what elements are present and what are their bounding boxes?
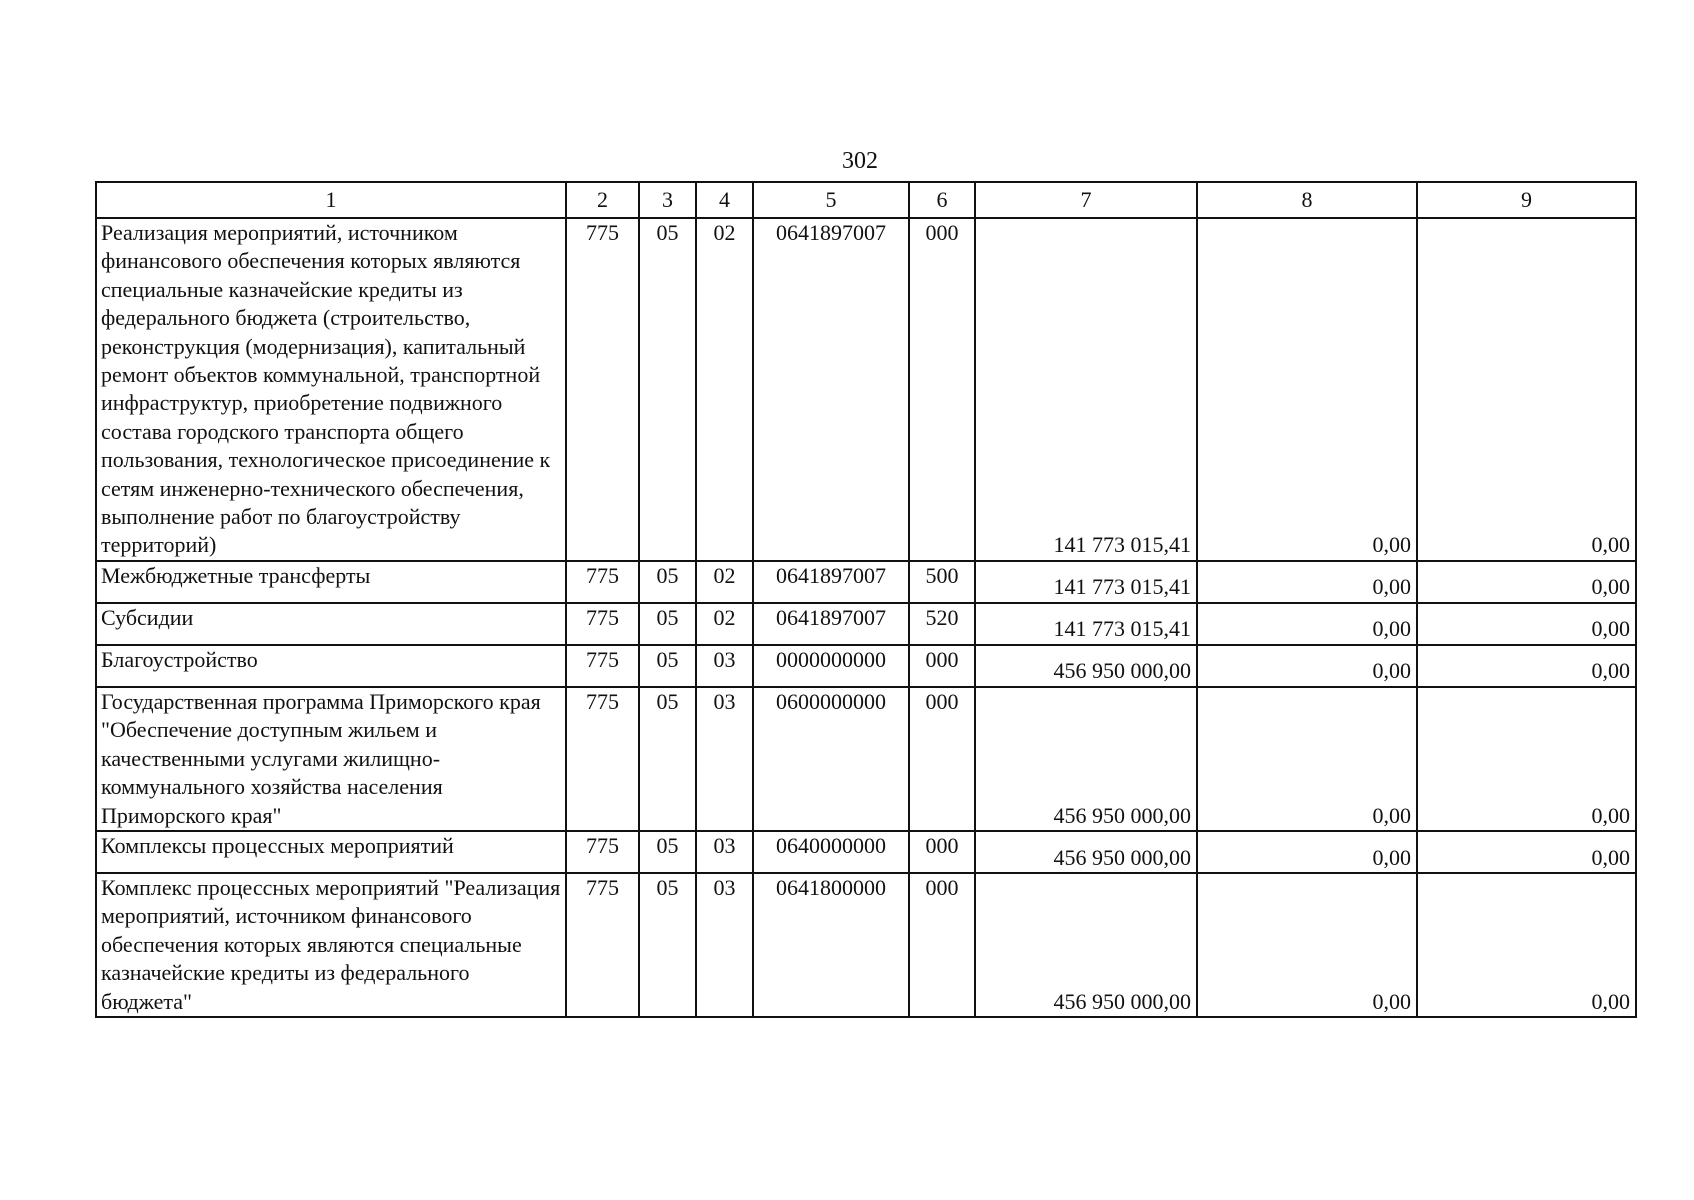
- table-row: [96, 561, 1636, 603]
- amount-col9: 0,00: [1417, 873, 1636, 1017]
- row-name: Межбюджетные трансферты: [96, 561, 566, 603]
- subsection-code: 03: [696, 831, 753, 873]
- subsection-code: 02: [696, 561, 753, 603]
- table-row: [96, 873, 1636, 1017]
- column-header: 3: [639, 182, 696, 218]
- target-article-code: 0600000000: [753, 687, 909, 831]
- amount-col9: 0,00: [1417, 218, 1636, 561]
- amount-col8: 0,00: [1197, 645, 1417, 687]
- subsection-code: 02: [696, 218, 753, 561]
- amount-col8: 0,00: [1197, 561, 1417, 603]
- amount-col7: 456 950 000,00: [975, 873, 1197, 1017]
- target-article-code: 0000000000: [753, 645, 909, 687]
- expense-type-code: 000: [909, 831, 975, 873]
- column-header: 4: [696, 182, 753, 218]
- subsection-code: 03: [696, 687, 753, 831]
- amount-col7: 456 950 000,00: [975, 831, 1197, 873]
- budget-table: [95, 181, 1637, 1018]
- expense-type-code: 520: [909, 603, 975, 645]
- amount-col7: 456 950 000,00: [975, 687, 1197, 831]
- amount-col8: 0,00: [1197, 687, 1417, 831]
- amount-col9: 0,00: [1417, 561, 1636, 603]
- section-code: 05: [639, 687, 696, 831]
- target-article-code: 0641897007: [753, 218, 909, 561]
- column-header: 1: [96, 182, 566, 218]
- ministry-code: 775: [566, 218, 639, 561]
- ministry-code: 775: [566, 687, 639, 831]
- expense-type-code: 000: [909, 645, 975, 687]
- amount-col9: 0,00: [1417, 645, 1636, 687]
- section-code: 05: [639, 561, 696, 603]
- section-code: 05: [639, 831, 696, 873]
- column-header: 2: [566, 182, 639, 218]
- ministry-code: 775: [566, 603, 639, 645]
- amount-col9: 0,00: [1417, 603, 1636, 645]
- row-name: Комплексы процессных мероприятий: [96, 831, 566, 873]
- amount-col8: 0,00: [1197, 873, 1417, 1017]
- amount-col8: 0,00: [1197, 831, 1417, 873]
- column-header: 9: [1417, 182, 1636, 218]
- target-article-code: 0641800000: [753, 873, 909, 1017]
- amount-col8: 0,00: [1197, 218, 1417, 561]
- amount-col7: 141 773 015,41: [975, 218, 1197, 561]
- table-row: [96, 218, 1636, 561]
- amount-col9: 0,00: [1417, 831, 1636, 873]
- column-header: 8: [1197, 182, 1417, 218]
- table-row: [96, 603, 1636, 645]
- expense-type-code: 000: [909, 873, 975, 1017]
- target-article-code: 0641897007: [753, 561, 909, 603]
- section-code: 05: [639, 218, 696, 561]
- target-article-code: 0641897007: [753, 603, 909, 645]
- table-row: [96, 645, 1636, 687]
- subsection-code: 03: [696, 873, 753, 1017]
- ministry-code: 775: [566, 873, 639, 1017]
- row-name: Субсидии: [96, 603, 566, 645]
- amount-col7: 456 950 000,00: [975, 645, 1197, 687]
- ministry-code: 775: [566, 831, 639, 873]
- expense-type-code: 000: [909, 218, 975, 561]
- section-code: 05: [639, 603, 696, 645]
- amount-col9: 0,00: [1417, 687, 1636, 831]
- amount-col7: 141 773 015,41: [975, 603, 1197, 645]
- section-code: 05: [639, 873, 696, 1017]
- ministry-code: 775: [566, 645, 639, 687]
- row-name: Реализация мероприятий, источником финансового обеспечения которых являются специальные казначейские кредиты из федерального бюджета (строительство, реконструкция (модернизация), капитальный ремонт объектов коммунальной, транспортной инфраструктур, приобретение подвижного состава городского транспорта общего пользования, технологическое присоединение к сетям инженерно-технического обеспечения, выполнение работ по благоустройству территорий): [96, 218, 566, 561]
- subsection-code: 02: [696, 603, 753, 645]
- row-name: Государственная программа Приморского края "Обеспечение доступным жильем и качественными услугами жилищно-коммунального хозяйства населения Приморского края": [96, 687, 566, 831]
- section-code: 05: [639, 645, 696, 687]
- page-number: 302: [842, 148, 878, 174]
- column-header: 6: [909, 182, 975, 218]
- row-name: Комплекс процессных мероприятий "Реализация мероприятий, источником финансового обеспечения которых являются специальные казначейские кредиты из федерального бюджета": [96, 873, 566, 1017]
- target-article-code: 0640000000: [753, 831, 909, 873]
- ministry-code: 775: [566, 561, 639, 603]
- expense-type-code: 500: [909, 561, 975, 603]
- table-row: [96, 831, 1636, 873]
- amount-col7: 141 773 015,41: [975, 561, 1197, 603]
- table-row: [96, 687, 1636, 831]
- column-header: 7: [975, 182, 1197, 218]
- expense-type-code: 000: [909, 687, 975, 831]
- header-row: [96, 182, 1636, 218]
- row-name: Благоустройство: [96, 645, 566, 687]
- amount-col8: 0,00: [1197, 603, 1417, 645]
- column-header: 5: [753, 182, 909, 218]
- subsection-code: 03: [696, 645, 753, 687]
